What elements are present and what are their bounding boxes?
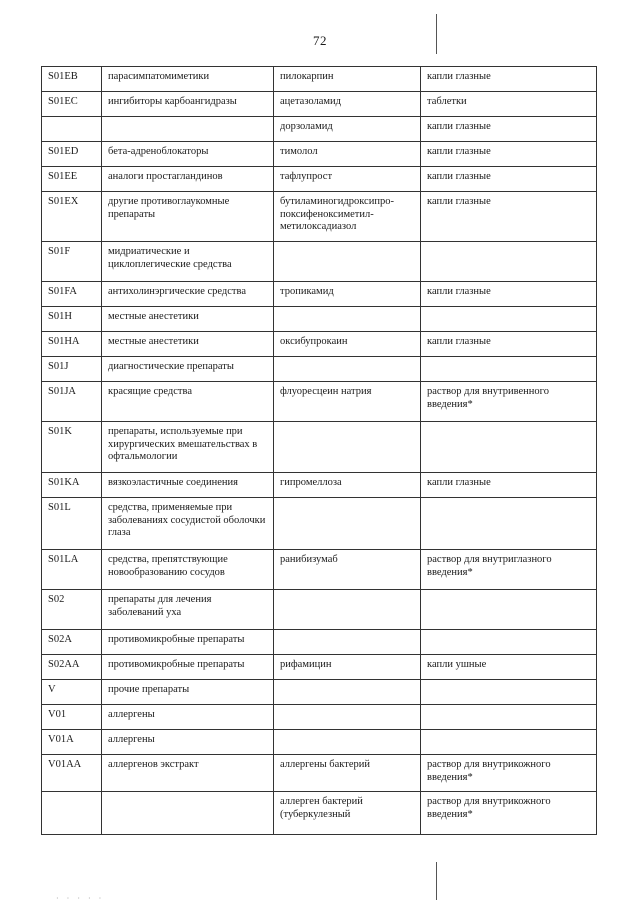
drug-name-cell [274,357,421,382]
pharmacological-group-cell: противомикробные препараты [102,630,274,655]
table-row [42,357,597,382]
dosage-form-cell: капли глазные [421,117,597,142]
dosage-form-cell [421,357,597,382]
dosage-form-cell [421,680,597,705]
drug-name-cell: гипромеллоза [274,473,421,498]
atc-code-cell: S01EC [42,92,102,117]
dosage-form-cell: капли глазные [421,167,597,192]
atc-code-cell: V01 [42,705,102,730]
drug-name-cell [274,680,421,705]
table-row [42,630,597,655]
drug-name-cell: аллерген бактерий (туберкулезный [274,792,421,835]
pharmacological-group-cell: аллергены [102,730,274,755]
atc-code-cell: S01K [42,422,102,473]
atc-code-cell: S02A [42,630,102,655]
table-row [42,422,597,473]
atc-code-cell: S01ED [42,142,102,167]
dosage-form-cell [421,307,597,332]
pharmacological-group-cell: диагностические препараты [102,357,274,382]
atc-code-cell: S01EE [42,167,102,192]
drug-name-cell [274,307,421,332]
dosage-form-cell: капли глазные [421,282,597,307]
atc-code-cell: S01F [42,242,102,282]
dosage-form-cell [421,590,597,630]
drug-name-cell: тимолол [274,142,421,167]
scan-mark-bottom [436,862,437,900]
atc-code-cell: S01KA [42,473,102,498]
table-row [42,473,597,498]
pharmacological-group-cell: препараты, используемые при хирургических вмешательствах в офтальмологии [102,422,274,473]
table-row [42,550,597,590]
atc-code-cell: S02AA [42,655,102,680]
atc-code-cell: S01H [42,307,102,332]
drug-name-cell: тафлупрост [274,167,421,192]
drug-name-cell: бутиламиногидроксипро-поксифеноксиметил-метилоксадиазол [274,192,421,242]
scan-noise: · · · · · [56,894,105,903]
atc-code-cell: S01LA [42,550,102,590]
atc-code-cell: S01EX [42,192,102,242]
dosage-form-cell: капли глазные [421,142,597,167]
dosage-form-cell [421,730,597,755]
pharmacological-group-cell: прочие препараты [102,680,274,705]
drug-name-cell: оксибупрокаин [274,332,421,357]
dosage-form-cell: капли глазные [421,473,597,498]
table-row [42,498,597,550]
dosage-form-cell: раствор для внутриглазного введения* [421,550,597,590]
drug-name-cell: ранибизумаб [274,550,421,590]
table-row [42,730,597,755]
drug-name-cell [274,422,421,473]
dosage-form-cell: капли глазные [421,67,597,92]
table-row [42,590,597,630]
dosage-form-cell: раствор для внутрикожного введения* [421,755,597,792]
atc-code-cell: V [42,680,102,705]
table-row [42,755,597,792]
drug-name-cell [274,242,421,282]
atc-code-cell: S01EB [42,67,102,92]
table-row [42,67,597,92]
atc-code-cell [42,792,102,835]
drug-table [41,66,597,835]
pharmacological-group-cell: бета-адреноблокаторы [102,142,274,167]
pharmacological-group-cell: красящие средства [102,382,274,422]
dosage-form-cell [421,498,597,550]
pharmacological-group-cell: аллергенов экстракт [102,755,274,792]
drug-name-cell: аллергены бактерий [274,755,421,792]
table-body [42,67,597,835]
page-number: 72 [313,33,327,48]
pharmacological-group-cell: средства, применяемые при заболеваниях сосудистой оболочки глаза [102,498,274,550]
drug-name-cell [274,498,421,550]
table-row [42,680,597,705]
atc-code-cell: V01A [42,730,102,755]
table-row [42,282,597,307]
table-row [42,242,597,282]
pharmacological-group-cell: препараты для лечения заболеваний уха [102,590,274,630]
dosage-form-cell: раствор для внутрикожного введения* [421,792,597,835]
atc-code-cell: S01J [42,357,102,382]
atc-code-cell: V01AA [42,755,102,792]
drug-name-cell [274,705,421,730]
pharmacological-group-cell: другие противоглаукомные препараты [102,192,274,242]
drug-name-cell: рифамицин [274,655,421,680]
atc-code-cell: S02 [42,590,102,630]
pharmacological-group-cell: парасимпатомиметики [102,67,274,92]
drug-name-cell [274,730,421,755]
dosage-form-cell: капли глазные [421,332,597,357]
table-row [42,792,597,835]
atc-code-cell: S01FA [42,282,102,307]
dosage-form-cell: капли глазные [421,192,597,242]
table-row [42,92,597,117]
pharmacological-group-cell: антихолинэргические средства [102,282,274,307]
table-row [42,332,597,357]
drug-name-cell [274,590,421,630]
drug-name-cell: флуоресцеин натрия [274,382,421,422]
pharmacological-group-cell: местные анестетики [102,307,274,332]
pharmacological-group-cell [102,792,274,835]
drug-name-cell: дорзоламид [274,117,421,142]
table-row [42,382,597,422]
drug-name-cell: пилокарпин [274,67,421,92]
drug-name-cell [274,630,421,655]
dosage-form-cell: капли ушные [421,655,597,680]
pharmacological-group-cell: вязкоэластичные соединения [102,473,274,498]
pharmacological-group-cell: местные анестетики [102,332,274,357]
atc-code-cell: S01HA [42,332,102,357]
table-row [42,142,597,167]
dosage-form-cell: раствор для внутривенного введения* [421,382,597,422]
table-row [42,705,597,730]
atc-code-cell: S01L [42,498,102,550]
table-row [42,167,597,192]
drug-name-cell: ацетазоламид [274,92,421,117]
scan-mark-top [436,14,437,54]
drug-name-cell: тропикамид [274,282,421,307]
atc-code-cell: S01JA [42,382,102,422]
pharmacological-group-cell: ингибиторы карбоангидразы [102,92,274,117]
table-row [42,655,597,680]
pharmacological-group-cell: средства, препятствующие новообразованию сосудов [102,550,274,590]
pharmacological-group-cell [102,117,274,142]
pharmacological-group-cell: аналоги простагландинов [102,167,274,192]
dosage-form-cell: таблетки [421,92,597,117]
table-row [42,117,597,142]
dosage-form-cell [421,630,597,655]
pharmacological-group-cell: аллергены [102,705,274,730]
pharmacological-group-cell: противомикробные препараты [102,655,274,680]
dosage-form-cell [421,242,597,282]
table-row [42,192,597,242]
dosage-form-cell [421,705,597,730]
pharmacological-group-cell: мидриатические и циклоплегические средства [102,242,274,282]
atc-code-cell [42,117,102,142]
table-row [42,307,597,332]
dosage-form-cell [421,422,597,473]
